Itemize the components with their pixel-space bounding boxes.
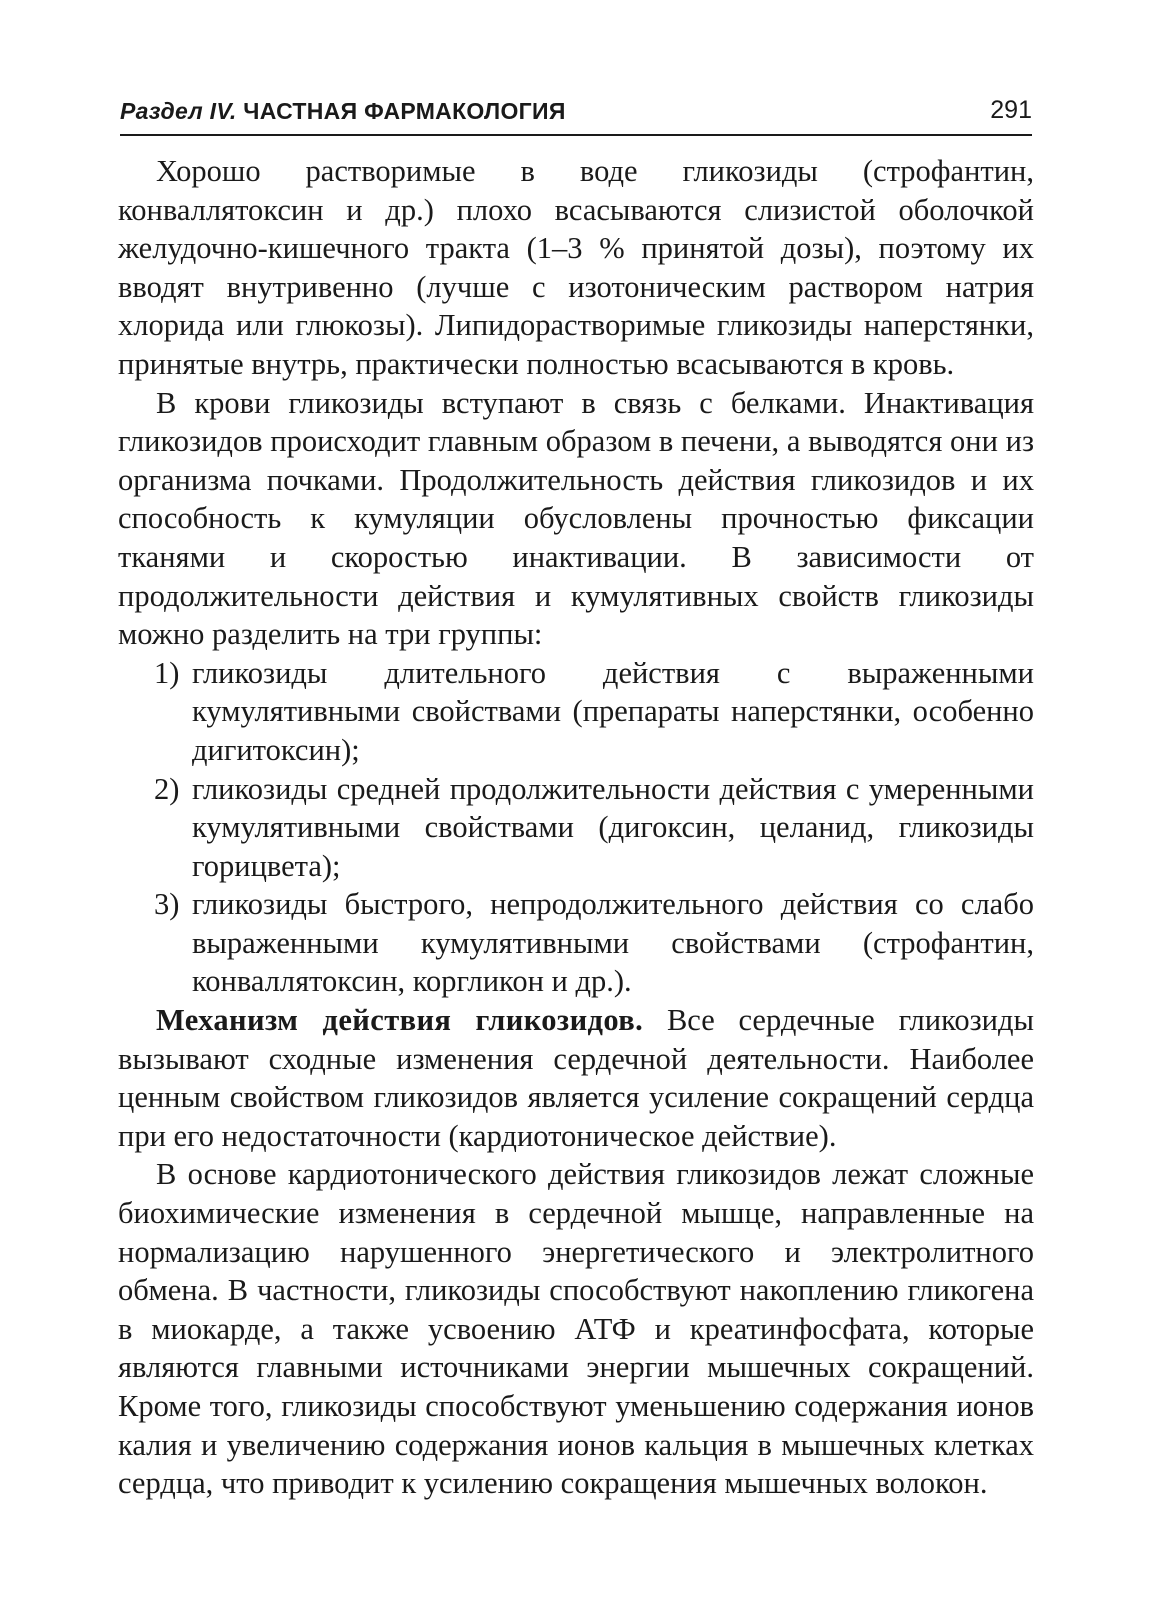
paragraph-blood-binding: В крови гликозиды вступают в связь с белками. Инактивация гликозидов происходит главным образом в печени, а выводятся они из организма почками. Продолжительность действия гликозидов и их способность к кумуляции обусловлены прочностью фиксации тканями и скоростью инактивации. В зависимости от продолжительности действия и кумулятивных свойств гликозиды можно разделить на три группы:	[118, 385, 1034, 652]
list-item-text: гликозиды быстрого, непродолжительного действия со слабо выраженными кумулятивными свойствами (строфантин, конваллятоксин, коргликон и др.).	[192, 887, 1034, 999]
list-item	[118, 770, 1034, 886]
list-item-text: гликозиды средней продолжительности действия с умеренными кумулятивными свойствами (дигоксин, целанид, гликозиды горицвета);	[192, 771, 1034, 883]
list-item-number: 3)	[154, 887, 180, 922]
paragraph-mechanism	[118, 1001, 1034, 1155]
page-number: 291	[990, 96, 1032, 124]
list-item-text: гликозиды длительного действия с выраженными кумулятивными свойствами (препараты наперстянки, особенно дигитоксин);	[192, 655, 1034, 767]
page-body	[118, 152, 1034, 1503]
list-item-number: 1)	[154, 655, 180, 690]
glycoside-groups-list	[118, 654, 1034, 1001]
mechanism-text: Все сердечные гликозиды вызывают сходные изменения сердечной деятельности. Наиболее ценным свойством гликозидов является усиление сокращений сердца при его недостаточности (кардиотоническое действие).	[118, 1003, 1034, 1153]
running-header	[120, 96, 1032, 136]
list-item	[118, 885, 1034, 1001]
section-number: Раздел IV.	[120, 98, 237, 124]
mechanism-heading: Механизм действия гликозидов.	[156, 1003, 644, 1038]
paragraph-absorption: Хорошо растворимые в воде гликозиды (строфантин, конваллятоксин и др.) плохо всасываются слизистой оболочкой желудочно-кишечного тракта (1–3 % принятой дозы), поэтому их вводят внутривенно (лучше с изотоническим раствором натрия хлорида или глюкозы). Липидорастворимые гликозиды наперстянки, принятые внутрь, практически полностью всасываются в кровь.	[118, 154, 1034, 381]
list-item-number: 2)	[154, 771, 180, 806]
section-title	[120, 98, 566, 125]
section-name: ЧАСТНАЯ ФАРМАКОЛОГИЯ	[243, 98, 566, 124]
list-item	[118, 654, 1034, 770]
paragraph-cardiotonic-basis: В основе кардиотонического действия гликозидов лежат сложные биохимические изменения в сердечной мышце, направленные на нормализацию нарушенного энергетического и электролитного обмена. В частности, гликозиды способствуют накоплению гликогена в миокарде, а также усвоению АТФ и креатинфосфата, которые являются главными источниками энергии мышечных сокращений. Кроме того, гликозиды способствуют уменьшению содержания ионов калия и увеличению содержания ионов кальция в мышечных клетках сердца, что приводит к усилению сокращения мышечных волокон.	[118, 1157, 1034, 1501]
